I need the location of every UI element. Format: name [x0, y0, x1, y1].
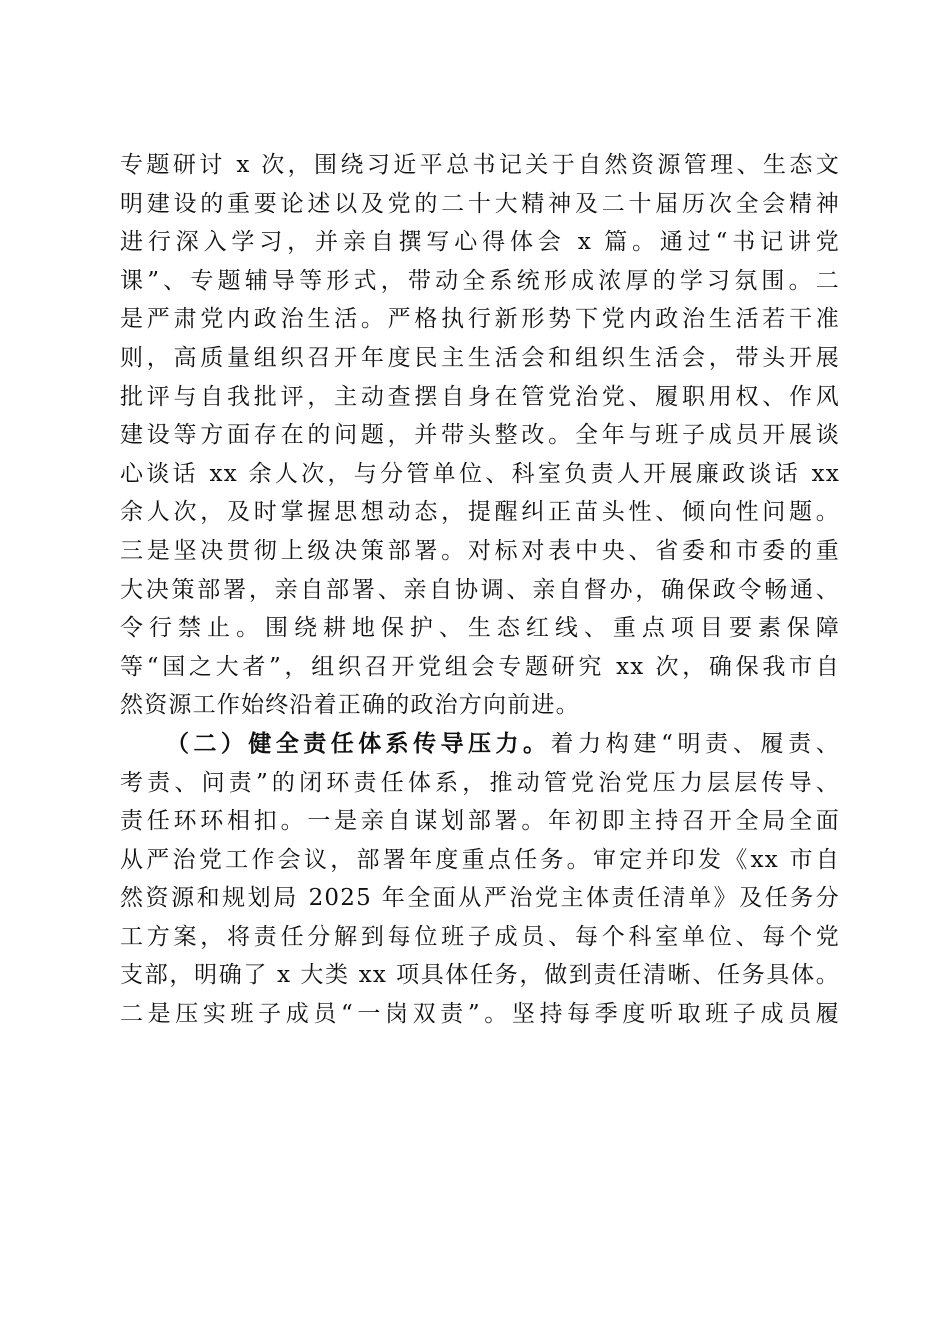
paragraph-line: 支部，明确了 x 大类 xx 项具体任务，做到责任清晰、任务具体。 [120, 962, 840, 989]
paragraph-line: 工方案，将责任分解到每位班子成员、每个科室单位、每个党 [120, 923, 840, 950]
paragraph-line: 二是压实班子成员“一岗双责”。坚持每季度听取班子成员履 [120, 1001, 840, 1028]
paragraph-line: 然资源工作始终沿着正确的政治方向前进。 [120, 692, 580, 719]
paragraph-line: 责任环环相扣。一是亲自谋划部署。年初即主持召开全局全面 [120, 808, 840, 835]
section-heading: （二）健全责任体系传导压力。 [166, 730, 551, 757]
paragraph-2 [120, 725, 840, 1034]
paragraph-line: 大决策部署，亲自部署、亲自协调、亲自督办，确保政令畅通、 [120, 576, 840, 603]
heading-continuation: 着力构建“明责、履责、 [550, 730, 840, 757]
paragraph-line: 明建设的重要论述以及党的二十大精神及二十届历次全会精神 [120, 190, 840, 217]
paragraph-1 [120, 146, 840, 725]
paragraph-line: 三是坚决贯彻上级决策部署。对标对表中央、省委和市委的重 [120, 537, 840, 564]
paragraph-line: 课”、专题辅导等形式，带动全系统形成浓厚的学习氛围。二 [120, 267, 840, 294]
paragraph-line: 从严治党工作会议，部署年度重点任务。审定并印发《xx 市自 [120, 846, 840, 873]
paragraph-line: 专题研讨 x 次，围绕习近平总书记关于自然资源管理、生态文 [120, 152, 840, 178]
paragraph-line: 进行深入学习，并亲自撰写心得体会 x 篇。通过“书记讲党 [120, 229, 840, 256]
paragraph-line: 余人次，及时掌握思想动态，提醒纠正苗头性、倾向性问题。 [120, 499, 840, 526]
paragraph-line: 令行禁止。围绕耕地保护、生态红线、重点项目要素保障 [120, 615, 840, 642]
paragraph-line: 是严肃党内政治生活。严格执行新形势下党内政治生活若干准 [120, 306, 840, 333]
paragraph-line: 等“国之大者”，组织召开党组会专题研究 xx 次，确保我市自 [120, 653, 840, 680]
paragraph-line: 批评与自我批评，主动查摆自身在管党治党、履职用权、作风 [120, 383, 840, 410]
document-body [120, 146, 840, 1034]
paragraph-first-line [120, 725, 840, 764]
paragraph-line: 建设等方面存在的问题，并带头整改。全年与班子成员开展谈 [120, 422, 840, 449]
paragraph-line: 则，高质量组织召开年度民主生活会和组织生活会，带头开展 [120, 344, 840, 371]
paragraph-line: 然资源和规划局 2025 年全面从严治党主体责任清单》及任务分 [120, 885, 840, 912]
paragraph-line: 考责、问责”的闭环责任体系，推动管党治党压力层层传导、 [120, 769, 840, 796]
paragraph-line: 心谈话 xx 余人次，与分管单位、科室负责人开展廉政谈话 xx [120, 460, 840, 487]
